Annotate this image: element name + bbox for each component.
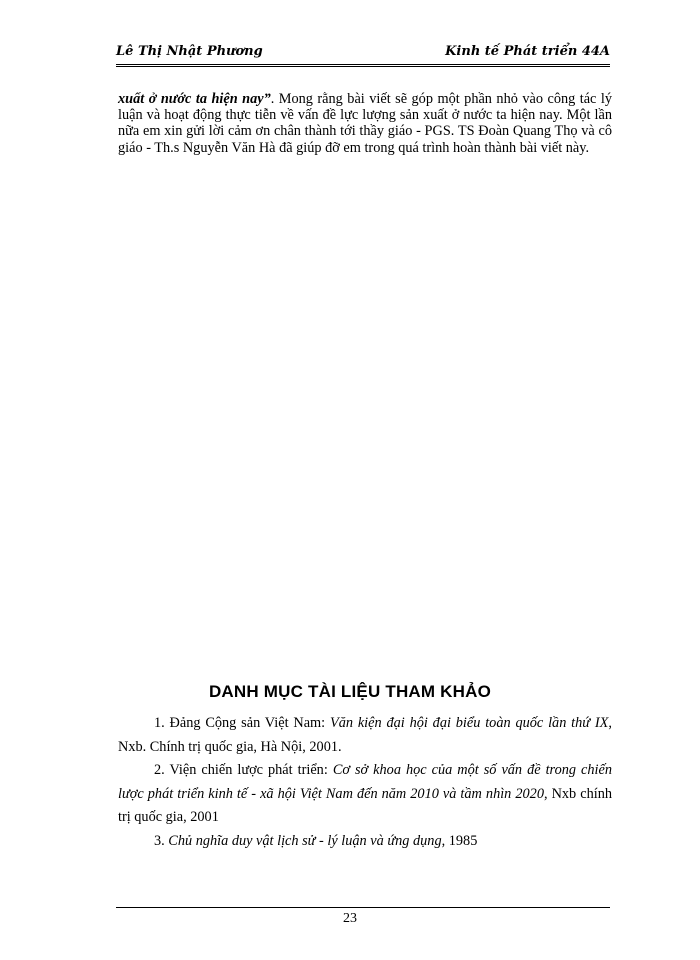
reference-title: Chủ nghĩa duy vật lịch sử - lý luận và ứng dụng <box>168 832 442 849</box>
reference-item-3 <box>118 830 612 854</box>
header-divider <box>116 64 610 67</box>
footer-divider <box>116 907 610 908</box>
reference-prefix: 1. Đảng Cộng sản Việt Nam: <box>154 715 330 731</box>
references-heading: DANH MỤC TÀI LIỆU THAM KHẢO <box>208 682 492 701</box>
intro-paragraph <box>118 91 612 156</box>
reference-item-2 <box>118 759 612 830</box>
reference-suffix: , Nxb. Chính trị quốc gia, Hà Nội, 2001. <box>118 715 612 755</box>
references-list <box>118 712 612 853</box>
reference-suffix: , Nxb chính trị quốc gia, 2001 <box>118 785 612 825</box>
header-author: Lê Thị Nhật Phương <box>116 44 263 59</box>
reference-item-1 <box>118 712 612 759</box>
page-number: 23 <box>343 911 357 926</box>
reference-title: Văn kiện đại hội đại biểu toàn quốc lần thứ IX <box>329 715 609 731</box>
reference-title: Cơ sở khoa học của một số vấn đề trong chiến lược phát triển kinh tế - xã hội Việt Nam đến năm 2010 và tầm nhìn 2020 <box>118 762 613 802</box>
reference-prefix: 3. <box>154 832 169 849</box>
intro-body: . Mong rằng bài viết sẽ góp một phần nhỏ vào công tác lý luận và hoạt động thực tiễn về vấn đề lực lượng sản xuất ở nước ta hiện nay. Một lần nữa em xin gửi lời cảm ơn chân thành tới thầy giáo - PGS. TS Đoàn Quang Thọ và cô giáo - Th.s Nguyễn Văn Hà đã giúp đỡ em trong quá trình hoàn thành bài viết này. <box>118 91 612 156</box>
header-course: Kinh tế Phát triển 44A <box>445 44 610 59</box>
intro-lead: xuất ở nước ta hiện nay” <box>118 91 271 107</box>
reference-prefix: 2. Viện chiến lược phát triển: <box>154 762 333 778</box>
reference-suffix: , 1985 <box>441 832 478 849</box>
